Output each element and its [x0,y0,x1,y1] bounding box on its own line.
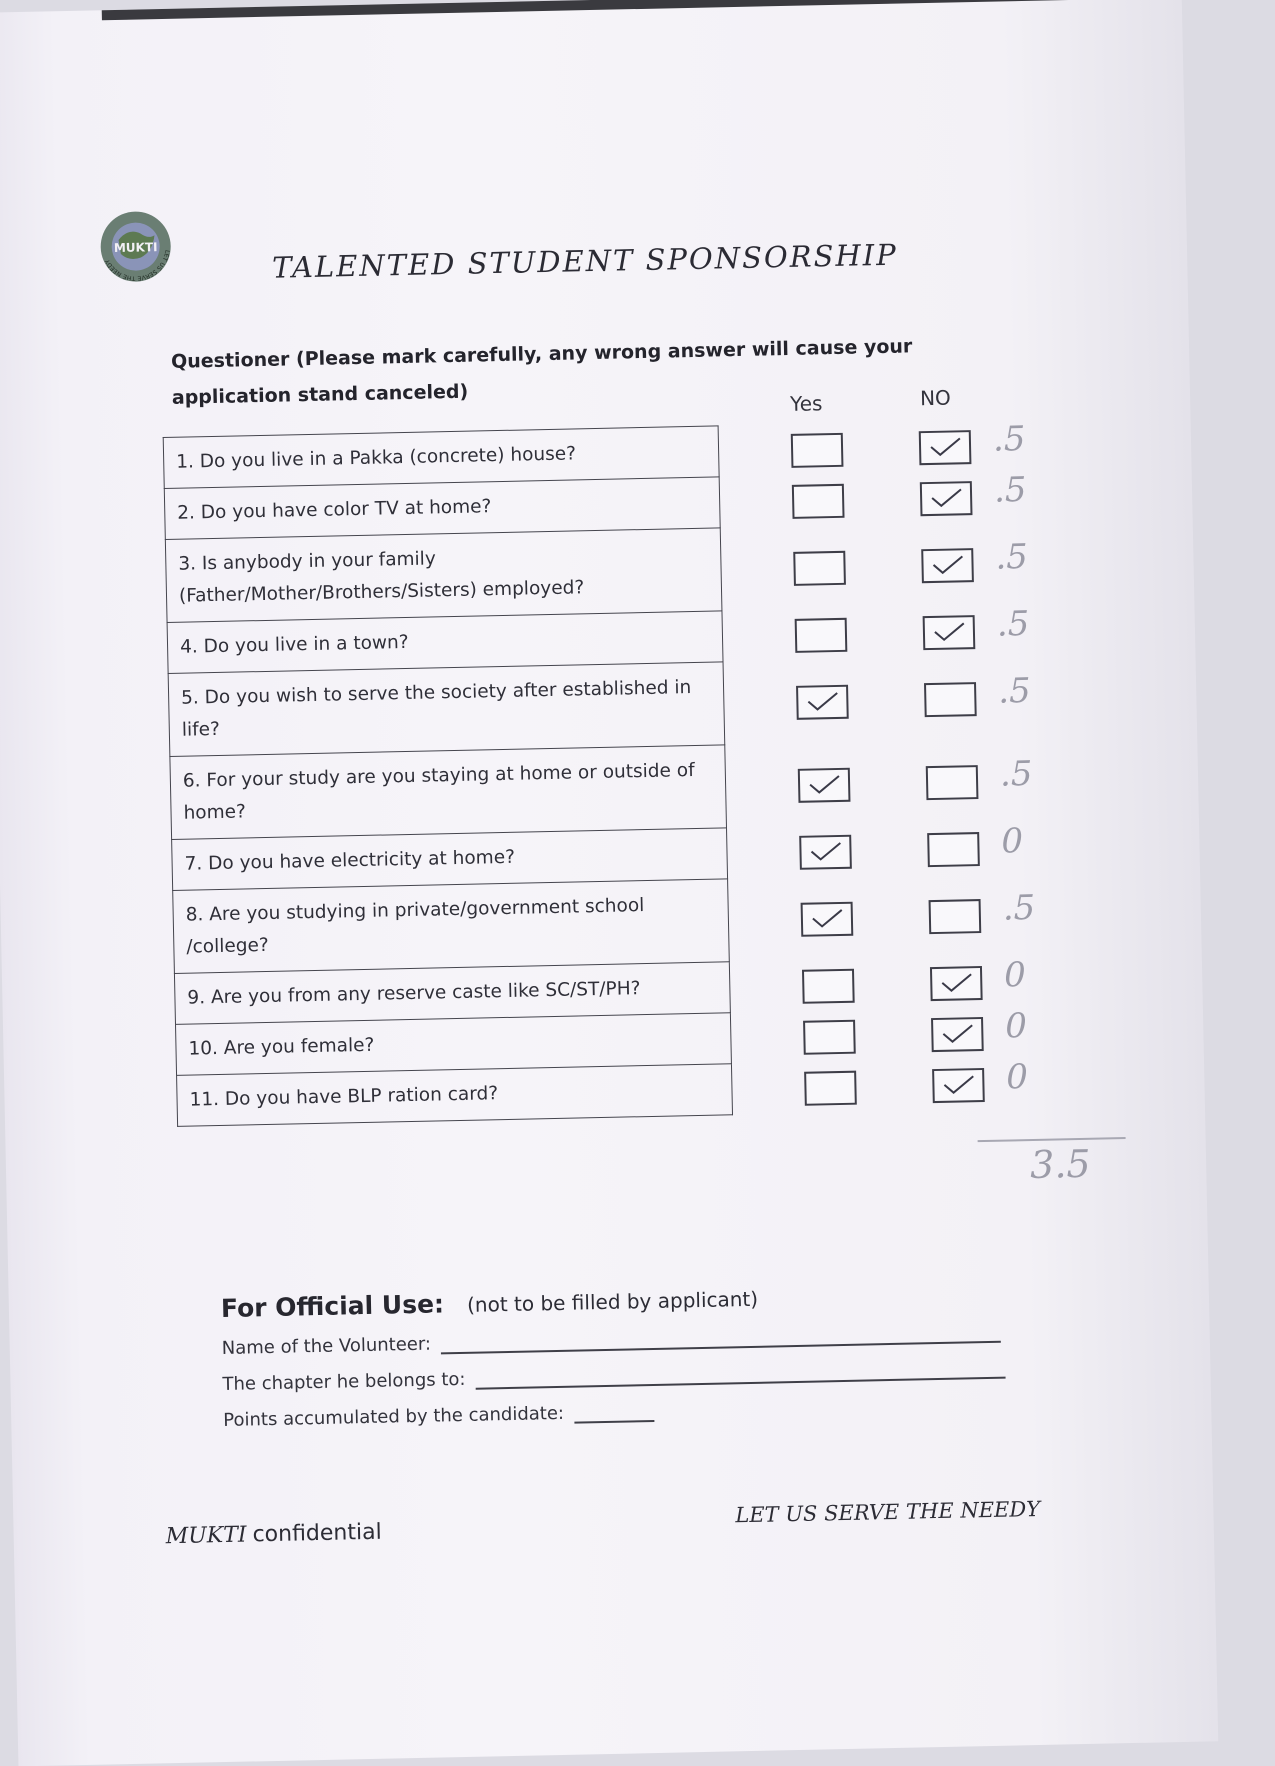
footer-brand: MUKTI [165,1522,247,1550]
page-top-edge [102,0,1152,20]
no-checkbox[interactable] [923,615,976,650]
official-use-note: (not to be filled by applicant) [466,1286,759,1317]
checkmark-icon [807,772,841,795]
volunteer-label: Name of the Volunteer: [221,1333,432,1360]
footer-confidential: confidential [252,1519,382,1548]
yes-checkbox[interactable] [801,901,854,936]
footer-motto: LET US SERVE THE NEEDY [735,1496,1041,1528]
question-text: 11. Do you have BLP ration card? [177,1064,733,1127]
question-text: 7. Do you have electricity at home? [172,828,728,891]
row-score: 0 [1003,954,1027,996]
total-score: 3.5 [1029,1141,1092,1188]
official-use-section [221,1277,1054,1431]
question-text: 5. Do you wish to serve the society after established in life? [168,662,725,757]
yes-column-header: Yes [789,391,823,416]
question-text: 1. Do you live in a Pakka (concrete) house? [163,426,719,489]
yes-checkbox[interactable] [793,550,846,585]
yes-checkbox[interactable] [804,1070,857,1105]
row-score: .5 [992,418,1026,460]
no-checkbox[interactable] [927,832,980,867]
question-text: 2. Do you have color TV at home? [164,477,720,540]
row-score: .5 [1002,887,1036,929]
question-row [165,528,722,623]
total-underline [978,1137,1126,1142]
no-checkbox[interactable] [929,899,982,934]
checkmark-icon [805,689,839,712]
checkmark-icon [928,435,962,458]
no-checkbox[interactable] [919,430,972,465]
no-checkbox[interactable] [920,481,973,516]
instructions: Questioner (Please mark carefully, any wrong answer will cause your application stand canceled) [170,335,913,409]
checkmark-icon [932,620,966,643]
yes-checkbox[interactable] [792,483,845,518]
logo-ring-text: LET US SERVE THE NEEDY [103,249,171,282]
checkmark-icon [939,971,973,994]
question-text: 6. For your study are you staying at home or outside of home? [170,745,727,840]
no-checkbox[interactable] [931,1017,984,1052]
question-text: 9. Are you from any reserve caste like SC/ST/PH? [174,962,730,1025]
no-column-header: NO [919,385,951,411]
yes-checkbox[interactable] [795,617,848,652]
yes-checkbox[interactable] [799,834,852,869]
yes-checkbox[interactable] [796,684,849,719]
question-text: 3. Is anybody in your family (Father/Mother/Brothers/Sisters) employed? [165,528,722,623]
question-text: 8. Are you studying in private/government school /college? [173,879,730,974]
row-score: 0 [1000,820,1024,862]
checkmark-icon [930,553,964,576]
yes-checkbox[interactable] [802,968,855,1003]
form-title: TALENTED STUDENT SPONSORSHIP [271,237,899,285]
footer-left [165,1520,381,1550]
no-checkbox[interactable] [932,1067,985,1102]
yes-checkbox[interactable] [803,1019,856,1054]
question-row [170,745,727,840]
checkmark-icon [808,839,842,862]
row-score: .5 [994,536,1029,578]
official-use-heading: For Official Use: [220,1289,445,1324]
question-text: 4. Do you live in a town? [167,611,723,674]
row-score: 0 [1005,1056,1029,1098]
checkmark-icon [940,1022,974,1045]
checkmark-icon [810,906,844,929]
mukti-logo [98,209,174,285]
yes-checkbox[interactable] [791,432,844,467]
questions-table [163,425,733,1126]
row-score: 0 [1004,1005,1028,1047]
question-row [168,662,725,757]
question-row [177,1064,733,1127]
chapter-label: The chapter he belongs to: [222,1368,466,1396]
points-label: Points accumulated by the candidate: [223,1402,565,1432]
yes-checkbox[interactable] [798,767,851,802]
row-score: .5 [999,753,1033,795]
row-score: .5 [996,603,1030,645]
no-checkbox[interactable] [921,548,974,583]
row-score: .5 [993,469,1027,511]
no-checkbox[interactable] [924,682,977,717]
question-row [173,879,730,974]
question-text: 10. Are you female? [175,1013,731,1076]
logo-text: MUKTI [113,240,158,256]
points-field[interactable] [574,1418,654,1424]
no-checkbox[interactable] [926,765,979,800]
checkmark-icon [929,486,963,509]
checkmark-icon [941,1073,975,1096]
row-score: .5 [997,670,1032,712]
no-checkbox[interactable] [930,966,983,1001]
